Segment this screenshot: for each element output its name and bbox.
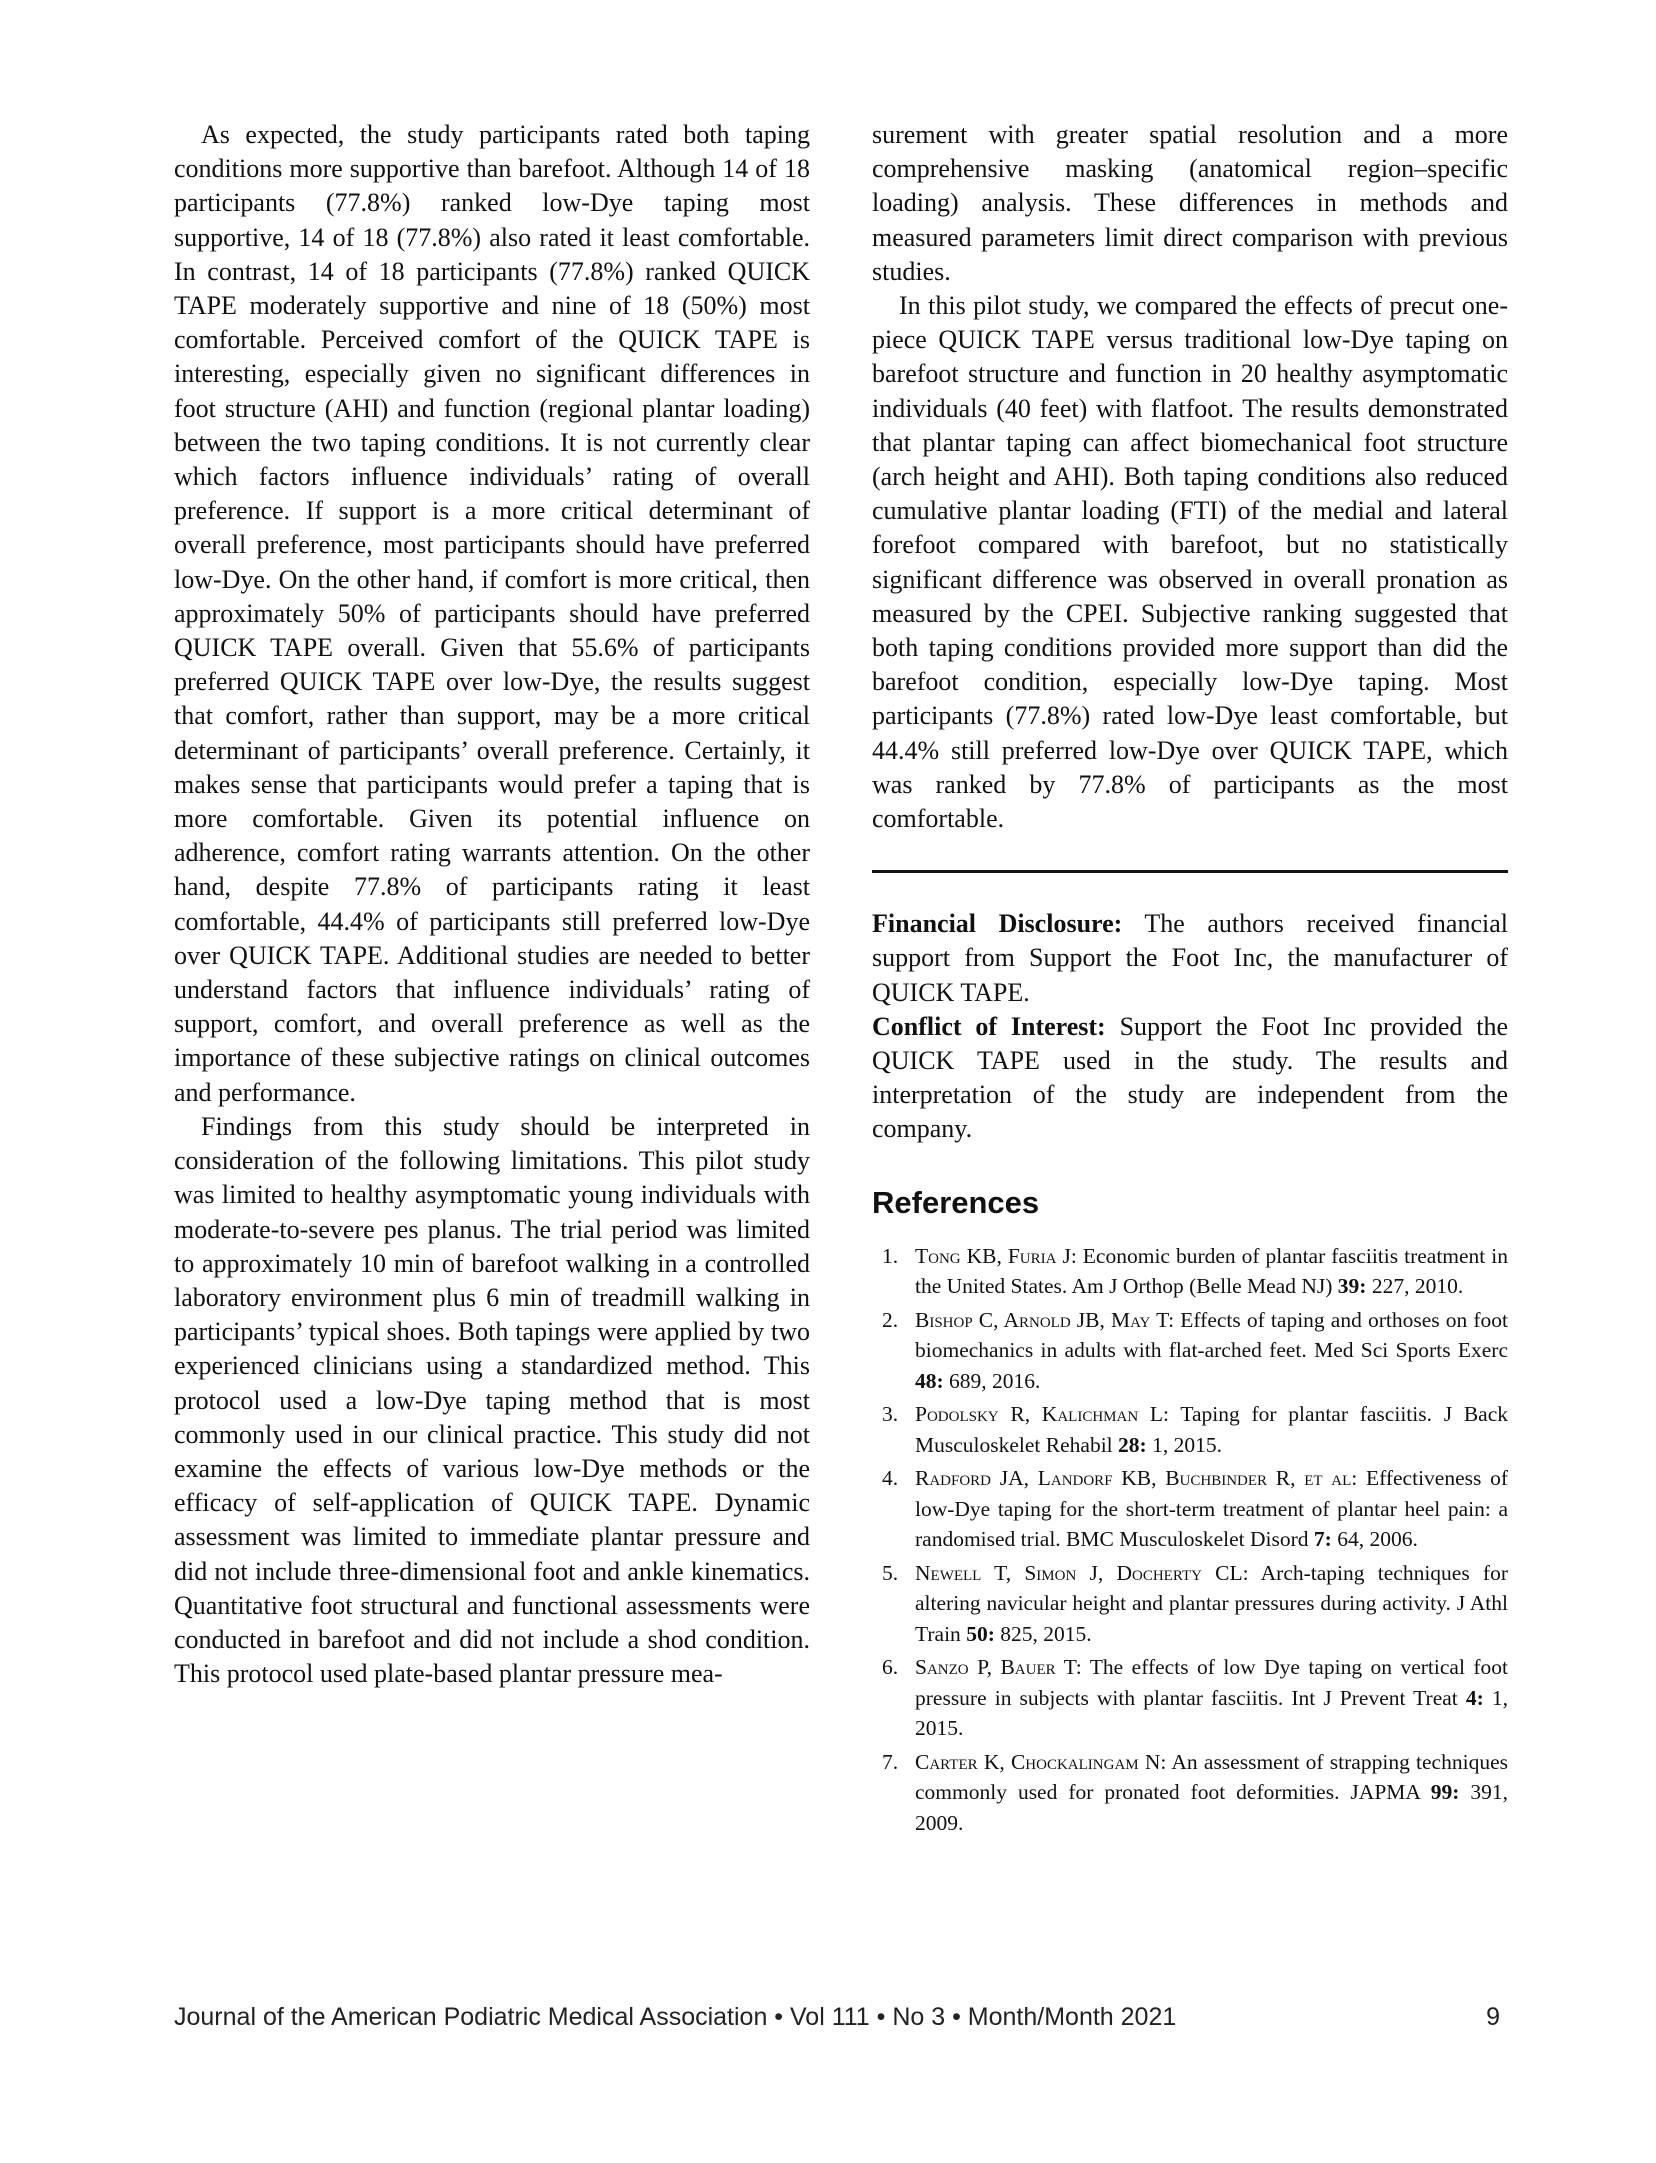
financial-disclosure-label: Financial Disclosure: — [872, 909, 1123, 939]
reference-item — [872, 1747, 1508, 1839]
reference-volume: 50: — [966, 1621, 995, 1646]
reference-authors: Carter K, Chockalingam N: — [915, 1749, 1167, 1774]
page-number: 9 — [1486, 2003, 1500, 2031]
reference-text: An assessment of strapping techniques commonly used for pronated foot deformities. JAPMA — [915, 1749, 1508, 1805]
reference-volume: 4: — [1465, 1685, 1484, 1710]
references-heading: References — [872, 1184, 1040, 1220]
reference-number: 7. — [882, 1749, 899, 1774]
conflict-of-interest — [872, 1010, 1508, 1147]
reference-text: Taping for plantar fasciitis. J Back Musculoskelet Rehabil — [915, 1402, 1508, 1457]
reference-volume: 28: — [1118, 1432, 1147, 1457]
conflict-of-interest-text: Support the Foot Inc provided the QUICK TAPE used in the study. The results and interpretation of the study are independent from the company. — [872, 1011, 1508, 1144]
references-list — [872, 1241, 1508, 1839]
body-paragraph: As expected, the study participants rated both taping conditions more supportive than barefoot. Although 14 of 18 participants (77.8%) ranked low-Dye taping most supportive, 14 of 18 (77.8%) also rated it least comfortable. In contrast, 14 of 18 participants (77.8%) ranked QUICK TAPE moderately supportive and nine of 18 (50%) most comfortable. Perceived comfort of the QUICK TAPE is interesting, especially given no significant differences in foot structure (AHI) and function (regional plantar loading) between the two taping conditions. It is not currently clear which factors influence individuals’ rating of overall preference. If support is a more critical determinant of overall preference, most participants should have preferred low-Dye. On the other hand, if comfort is more critical, then approximately 50% of participants should have preferred QUICK TAPE overall. Given that 55.6% of participants preferred QUICK TAPE over low-Dye, the results suggest that comfort, rather than support, may be a more critical determinant of participants’ overall preference. Certainly, it makes sense that participants would prefer a taping that is more comfortable. Given its potential influence on adherence, comfort rating warrants attention. On the other hand, despite 77.8% of participants rating it least comfortable, 44.4% of participants still preferred low-Dye over QUICK TAPE. Additional studies are needed to better understand factors that influence individuals’ rating of support, comfort, and overall preference as well as the importance of these subjective ratings on clinical outcomes and performance. — [174, 120, 810, 1107]
reference-authors: Newell T, Simon J, Docherty CL: — [915, 1560, 1249, 1585]
reference-number: 2. — [882, 1307, 899, 1332]
reference-volume: 7: — [1313, 1527, 1332, 1552]
financial-disclosure-text: The authors received financial support from Support the Foot Inc, the manufacturer of QUICK TAPE. — [872, 909, 1508, 1007]
reference-number: 4. — [882, 1466, 899, 1491]
left-column — [174, 118, 810, 1691]
reference-authors: Bishop C, Arnold JB, May T: — [915, 1307, 1175, 1332]
reference-text: The effects of low Dye taping on vertical foot pressure in subjects with plantar fasciitis. Int J Prevent Treat — [915, 1655, 1509, 1710]
section-divider — [872, 870, 1508, 873]
conflict-of-interest-label: Conflict of Interest: — [872, 1011, 1106, 1041]
reference-item — [872, 1558, 1508, 1650]
reference-item — [872, 1241, 1508, 1302]
reference-volume: 99: — [1430, 1780, 1460, 1805]
reference-text: Arch-taping techniques for altering navicular height and plantar pressures during activity. J Athl Train — [915, 1560, 1508, 1646]
reference-pages: 1, 2015. — [915, 1685, 1508, 1741]
right-column — [872, 118, 1508, 1841]
reference-pages: 227, 2010. — [1366, 1274, 1464, 1299]
disclosures — [872, 907, 1508, 1146]
reference-pages: 1, 2015. — [1146, 1432, 1222, 1457]
reference-authors: Sanzo P, Bauer T: — [915, 1655, 1082, 1680]
reference-pages: 689, 2016. — [943, 1368, 1041, 1393]
reference-number: 1. — [882, 1243, 899, 1268]
reference-text: Effects of taping and orthoses on foot biomechanics in adults with flat-arched feet. Med Sci Sports Exerc — [915, 1307, 1508, 1363]
reference-number: 3. — [882, 1402, 899, 1427]
reference-authors: Tong KB, Furia J: — [915, 1243, 1077, 1268]
reference-number: 6. — [882, 1655, 899, 1680]
reference-authors: Radford JA, Landorf KB, Buchbinder R, et al: — [915, 1466, 1358, 1491]
reference-item — [872, 1463, 1508, 1555]
financial-disclosure — [872, 907, 1508, 1010]
page-footer — [174, 2003, 1500, 2032]
reference-text: Effectiveness of low-Dye taping for the short-term treatment of plantar heel pain: a randomised trial. BMC Musculoskelet Disord — [915, 1466, 1508, 1552]
reference-authors: Podolsky R, Kalichman L: — [915, 1402, 1170, 1427]
reference-text: Economic burden of plantar fasciitis treatment in the United States. Am J Orthop (Belle Mead NJ) — [915, 1243, 1508, 1299]
reference-volume: 48: — [915, 1368, 944, 1393]
reference-item — [872, 1652, 1508, 1744]
reference-item — [872, 1305, 1508, 1397]
body-paragraph: Findings from this study should be interpreted in consideration of the following limitations. This pilot study was limited to healthy asymptomatic young individuals with moderate-to-severe pes planus. The trial period was limited to approximately 10 min of barefoot walking in a controlled laboratory environment plus 6 min of treadmill walking in participants’ typical shoes. Both tapings were applied by two experienced clinicians using a standardized method. This protocol used a low-Dye taping method that is most commonly used in our clinical practice. This study did not examine the effects of various low-Dye methods or the efficacy of self-application of QUICK TAPE. Dynamic assessment was limited to immediate plantar pressure and did not include three-dimensional foot and ankle kinematics. Quantitative foot structural and functional assessments were conducted in barefoot and did not include a shod condition. This protocol used plate-based plantar pressure mea- — [174, 1111, 810, 1689]
reference-pages: 825, 2015. — [994, 1621, 1092, 1646]
body-paragraph: In this pilot study, we compared the effects of precut one-piece QUICK TAPE versus traditional low-Dye taping on barefoot structure and function in 20 healthy asymptomatic individuals (40 feet) with flatfoot. The results demonstrated that plantar taping can affect biomechanical foot structure (arch height and AHI). Both taping conditions also reduced cumulative plantar loading (FTI) of the medial and lateral forefoot compared with barefoot, but no statistically significant difference was observed in overall pronation as measured by the CPEI. Subjective ranking suggested that both taping conditions provided more support than did the barefoot condition, especially low-Dye taping. Most participants (77.8%) rated low-Dye least comfortable, but 44.4% still preferred low-Dye over QUICK TAPE, which was ranked by 77.8% of participants as the most comfortable. — [872, 291, 1508, 834]
body-paragraph-continuation: surement with greater spatial resolution and a more comprehensive masking (anatomical region–specific loading) analysis. These differences in methods and measured parameters limit direct comparison with previous studies. — [872, 120, 1508, 286]
journal-citation: Journal of the American Podiatric Medical Association • Vol 111 • No 3 • Month/Month 2021 — [174, 2003, 1177, 2031]
reference-volume: 39: — [1337, 1274, 1367, 1299]
reference-pages: 64, 2006. — [1331, 1527, 1418, 1552]
reference-item — [872, 1399, 1508, 1460]
reference-pages: 391, 2009. — [915, 1780, 1508, 1835]
reference-number: 5. — [882, 1560, 899, 1585]
